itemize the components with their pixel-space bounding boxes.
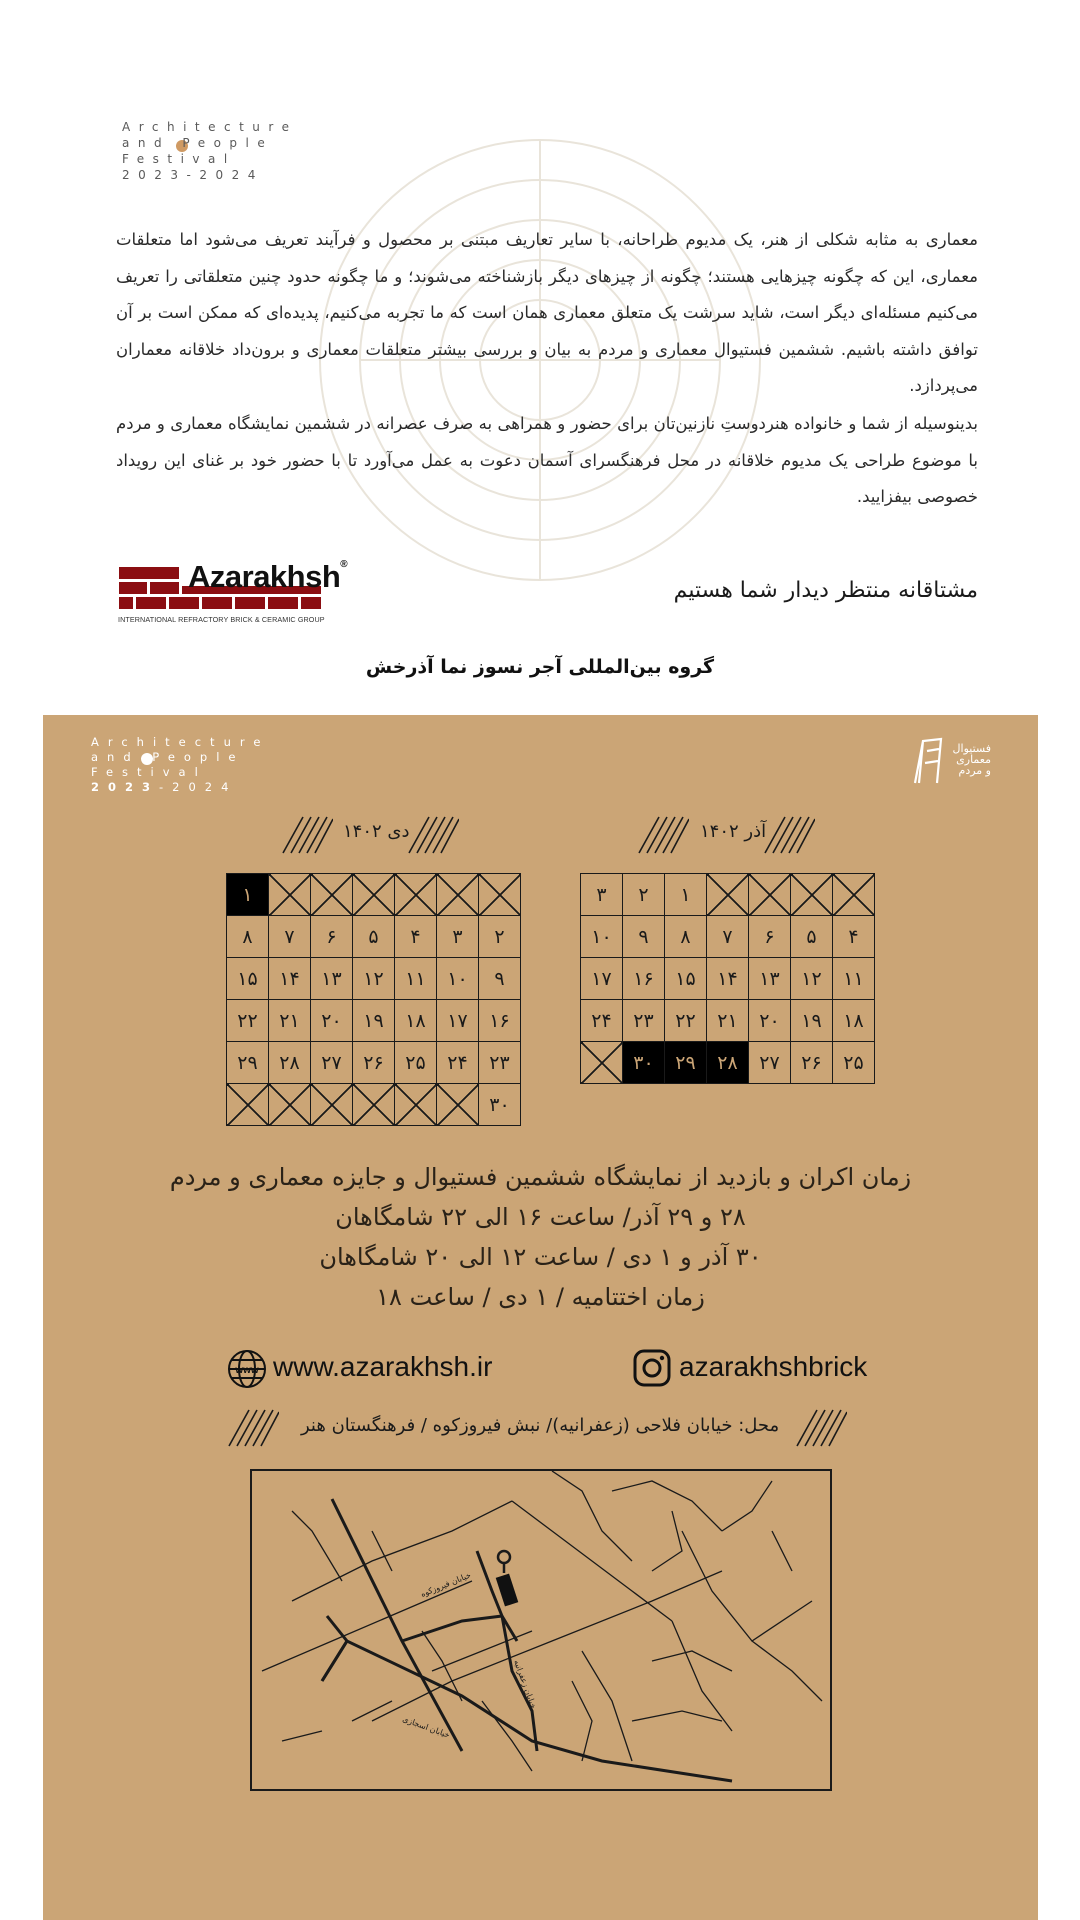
calendar-week <box>581 874 875 916</box>
logo-line-2: and People <box>122 136 274 150</box>
calendar-day: ۴ <box>395 916 437 958</box>
calendar-dey <box>226 873 521 1126</box>
calendar-day: ۱۰ <box>581 916 623 958</box>
calendar-day: ۲۷ <box>749 1042 791 1084</box>
calendar-day: ۱۶ <box>479 1000 521 1042</box>
calendar-day: ۱۵ <box>665 958 707 1000</box>
month-title-azar: آذر ۱۴۰۲ <box>700 821 767 842</box>
panel-logo-line-2: and People <box>91 750 245 764</box>
calendar-week <box>227 1084 521 1126</box>
panel-festival-logo <box>91 735 291 805</box>
calendar-day: ۳۰ <box>479 1084 521 1126</box>
calendar-day: ۲۶ <box>353 1042 395 1084</box>
calendar-empty-cell <box>479 874 521 916</box>
calendar-day: ۸ <box>665 916 707 958</box>
closing-ceremony: زمان اختتامیه / ۱ دی / ساعت ۱۸ <box>376 1283 705 1311</box>
calendar-week <box>227 1042 521 1084</box>
calendar-week <box>581 1000 875 1042</box>
calendar-day: ۲۸ <box>269 1042 311 1084</box>
calendar-day: ۲۹ <box>227 1042 269 1084</box>
logo-line-1: Architecture <box>122 120 298 134</box>
calendar-day: ۲۲ <box>665 1000 707 1042</box>
calendar-day: ۱۲ <box>791 958 833 1000</box>
calendar-day: ۲۷ <box>311 1042 353 1084</box>
calendar-day-highlighted: ۲۹ <box>665 1042 707 1084</box>
location-map[interactable] <box>250 1469 832 1791</box>
calendar-day: ۱۷ <box>437 1000 479 1042</box>
calendar-day-highlighted: ۳۰ <box>623 1042 665 1084</box>
calendar-week <box>227 916 521 958</box>
calendar-day: ۱۸ <box>833 1000 875 1042</box>
calendar-day-highlighted: ۲۸ <box>707 1042 749 1084</box>
map-street-label: خیابان فیروزکوه <box>419 1570 473 1599</box>
calendar-day: ۱۷ <box>581 958 623 1000</box>
calendar-day: ۳ <box>437 916 479 958</box>
invitation-panel <box>43 715 1038 1920</box>
calendar-day: ۲۳ <box>479 1042 521 1084</box>
calendar-day: ۶ <box>311 916 353 958</box>
calendar-week <box>581 958 875 1000</box>
globe-icon <box>227 1349 267 1389</box>
logo-line-3: Festival <box>122 152 236 166</box>
calendar-day: ۱۱ <box>833 958 875 1000</box>
calendar-day: ۱۱ <box>395 958 437 1000</box>
calendar-empty-cell <box>227 1084 269 1126</box>
schedule-title: زمان اکران و بازدید از نمایشگاه ششمین فستیوال و جایزه معماری و مردم <box>169 1163 912 1191</box>
calendar-day: ۱۸ <box>395 1000 437 1042</box>
instagram-handle[interactable]: azarakhshbrick <box>679 1351 868 1382</box>
brand-mark <box>913 733 993 791</box>
calendar-day: ۵ <box>353 916 395 958</box>
map-drawing <box>252 1471 830 1789</box>
signature-text: گروه بین‌المللی آجر نسوز نما آذرخش <box>365 656 715 678</box>
calendar-day: ۹ <box>479 958 521 1000</box>
schedule-line-3: ۳۰ آذر و ۱ دی / ساعت ۱۲ الی ۲۰ شامگاهان <box>319 1243 762 1271</box>
calendar-day: ۱۶ <box>623 958 665 1000</box>
calendar-day: ۲۱ <box>269 1000 311 1042</box>
calendar-day: ۲۳ <box>623 1000 665 1042</box>
calendar-day: ۹ <box>623 916 665 958</box>
panel-logo-line-3: Festival <box>91 765 207 779</box>
hatch-decoration <box>795 1408 847 1448</box>
calendar-day: ۱۲ <box>353 958 395 1000</box>
calendar-day: ۱۴ <box>269 958 311 1000</box>
calendar-empty-cell <box>437 874 479 916</box>
calendar-empty-cell <box>791 874 833 916</box>
calendar-day: ۶ <box>749 916 791 958</box>
calendar-day: ۲۶ <box>791 1042 833 1084</box>
calendar-empty-cell <box>395 874 437 916</box>
calendar-week <box>581 1042 875 1084</box>
calendar-empty-cell <box>311 874 353 916</box>
logo-line-4: 2023-2024 <box>122 168 264 182</box>
calendar-day-highlighted: ۱ <box>227 874 269 916</box>
building-icon <box>913 737 947 785</box>
panel-logo-line-1: Architecture <box>91 735 270 749</box>
calendar-day: ۲۲ <box>227 1000 269 1042</box>
calendar-day: ۱۳ <box>311 958 353 1000</box>
calendar-day: ۲۰ <box>311 1000 353 1042</box>
calendar-azar <box>580 873 875 1084</box>
calendar-empty-cell <box>311 1084 353 1126</box>
calendar-empty-cell <box>749 874 791 916</box>
closing-text: مشتاقانه منتظر دیدار شما هستیم <box>673 578 978 603</box>
calendar-day: ۲۴ <box>581 1000 623 1042</box>
calendar-day: ۱۹ <box>791 1000 833 1042</box>
calendar-empty-cell <box>395 1084 437 1126</box>
calendar-day: ۱۵ <box>227 958 269 1000</box>
intro-paragraph-2: بدینوسیله از شما و خانواده هنردوستِ نازنین‌تان برای حضور و همراهی به صرف عصرانه در ششمین نمایشگاه معماری و مردم با موضوع طراحی یک مدیوم خلاقانه در محل فرهنگسرای آسمان دعوت به عمل می‌آورد تا با حضور خود بر غنای این رویداد خصوصی بیفزایید. <box>116 414 978 506</box>
calendar-day: ۱۹ <box>353 1000 395 1042</box>
location-text: محل: خیابان فلاحی (زعفرانیه)/ نبش فیروزکوه / فرهنگستان هنر <box>301 1415 780 1436</box>
hatch-decoration <box>281 815 333 855</box>
calendar-week <box>227 958 521 1000</box>
azarakhsh-wordmark: Azarakhsh® <box>188 559 348 594</box>
calendar-day: ۲۰ <box>749 1000 791 1042</box>
calendar-empty-cell <box>269 874 311 916</box>
calendar-empty-cell <box>269 1084 311 1126</box>
calendar-day: ۷ <box>707 916 749 958</box>
panel-logo-line-4: 2023-2024 <box>91 780 238 794</box>
calendar-empty-cell <box>707 874 749 916</box>
hatch-decoration <box>637 815 689 855</box>
svg-text:www: www <box>235 1365 259 1376</box>
calendar-day: ۲ <box>479 916 521 958</box>
calendar-day: ۱۴ <box>707 958 749 1000</box>
calendar-day: ۸ <box>227 916 269 958</box>
schedule-line-2: ۲۸ و ۲۹ آذر/ ساعت ۱۶ الی ۲۲ شامگاهان <box>335 1203 746 1231</box>
calendar-week <box>581 916 875 958</box>
calendar-empty-cell <box>437 1084 479 1126</box>
azarakhsh-logo <box>116 555 348 627</box>
month-title-dey: دی ۱۴۰۲ <box>343 821 410 842</box>
hatch-decoration <box>227 1408 279 1448</box>
festival-logo <box>122 120 332 190</box>
calendar-day: ۱۰ <box>437 958 479 1000</box>
calendar-day: ۲۴ <box>437 1042 479 1084</box>
azarakhsh-subtitle: INTERNATIONAL REFRACTORY BRICK & CERAMIC GROUP <box>118 615 325 624</box>
calendar-day: ۳ <box>581 874 623 916</box>
calendar-day: ۱۳ <box>749 958 791 1000</box>
hatch-decoration <box>763 815 815 855</box>
calendar-empty-cell <box>353 1084 395 1126</box>
calendar-empty-cell <box>353 874 395 916</box>
calendar-day: ۱ <box>665 874 707 916</box>
map-street-label: خیابان زعفرانیه <box>512 1658 539 1710</box>
calendar-empty-cell <box>581 1042 623 1084</box>
calendar-day: ۲۵ <box>395 1042 437 1084</box>
calendar-week <box>227 1000 521 1042</box>
brand-mark-text: فستیوال معماری و مردم <box>952 742 991 777</box>
map-street-label: خیابان اسجازی <box>401 1714 451 1740</box>
calendar-week <box>227 874 521 916</box>
website-link[interactable]: www.azarakhsh.ir <box>273 1351 493 1382</box>
instagram-icon <box>633 1349 671 1387</box>
calendar-day: ۲۵ <box>833 1042 875 1084</box>
calendar-day: ۲ <box>623 874 665 916</box>
venue-marker <box>496 1574 519 1607</box>
intro-paragraph-1: معماری به مثابه شکلی از هنر، یک مدیوم طراحانه، با سایر تعاریف مبتنی بر محصول و فرآیند تعریف می‌شود اما متعلقات معماری، این که چگونه چیزهایی هستند؛ چگونه از چیزهای دیگر بازشناخته می‌شوند؛ و ما چگونه حدود چنین متعلقاتی را تعریف می‌کنیم مسئله‌ای دیگر است، شاید سرشت یک متعلق معماری همان است که ما تجربه می‌کنیم، پدیده‌ای که ممکن است بر آن توافق داشته باشیم. ششمین فستیوال معماری و مردم به بیان و بررسی بیشتر متعلقات معماری و برون‌داد خلاقانه معماران می‌پردازد. <box>116 230 978 395</box>
calendar-day: ۷ <box>269 916 311 958</box>
hatch-decoration <box>407 815 459 855</box>
map-pin-icon <box>498 1551 510 1563</box>
calendar-day: ۵ <box>791 916 833 958</box>
calendar-day: ۴ <box>833 916 875 958</box>
calendar-empty-cell <box>833 874 875 916</box>
calendar-day: ۲۱ <box>707 1000 749 1042</box>
